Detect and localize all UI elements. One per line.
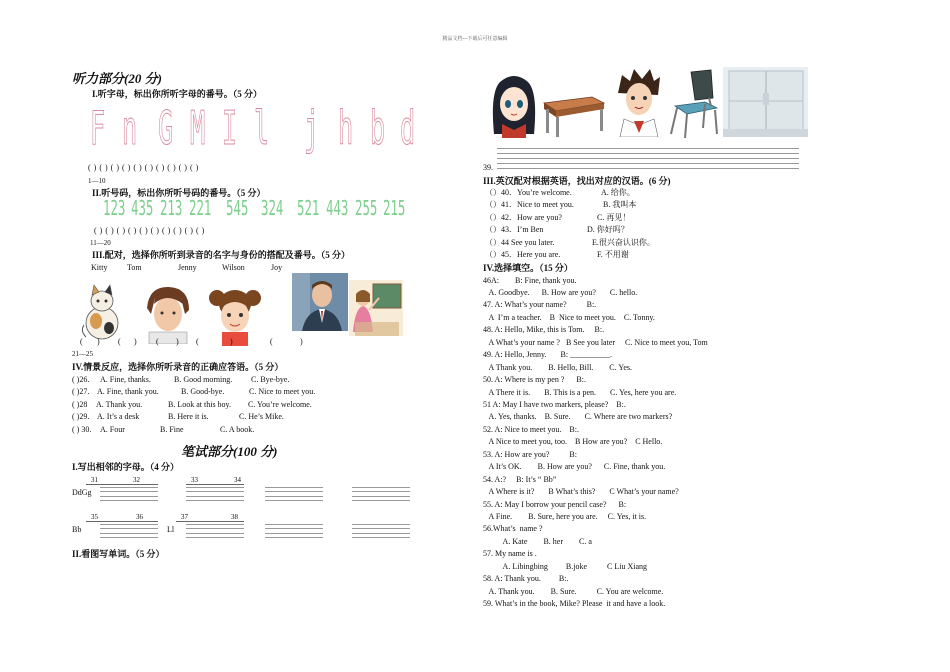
number-item: 435	[131, 196, 154, 220]
choice-options[interactable]: A Nice to meet you, too. B How are you? C Hello.	[483, 437, 663, 446]
number-item: 324	[261, 196, 284, 220]
chair-picture	[665, 68, 721, 138]
option-b: B. Fine	[160, 425, 184, 434]
choice-line: 49. A: Hello, Jenny. B: __________.	[483, 350, 613, 359]
matching-en[interactable]: （）40．You’re welcome.	[485, 188, 572, 197]
part3-bracket[interactable]: (	[196, 337, 199, 346]
option-c: C. He’s Mike.	[239, 412, 284, 421]
part3-bracket[interactable]: (	[118, 337, 121, 346]
choice-line: 51 A: May I have two markers, please? B:.	[483, 400, 626, 409]
part3-bracket: )	[230, 337, 233, 346]
boy-anime-picture	[612, 67, 664, 137]
letters-label-bb: Bb	[72, 525, 82, 534]
item-number[interactable]: ( ) 30.	[72, 425, 92, 434]
letter-item: d	[400, 101, 416, 155]
part3-bracket: )	[97, 337, 100, 346]
option-a: A. Thank you.	[96, 400, 143, 409]
option-c: C. You’re welcome.	[248, 400, 312, 409]
name-tom: Tom	[127, 263, 142, 272]
option-c: C. A book.	[220, 425, 255, 434]
matching-en[interactable]: （）42．How are you?	[485, 213, 562, 222]
choice-line: 47. A: What’s your name? B:.	[483, 300, 597, 309]
cat-picture	[78, 283, 126, 343]
part3-title: III.配对，选择你所听到录音的名字与身份的搭配及番号。（5 分）	[92, 250, 351, 260]
choice-options[interactable]: A. Goodbye. B. How are you? C. hello.	[483, 288, 638, 297]
option-a: A. Fine, thank you.	[97, 387, 159, 396]
q39-label: 39.	[483, 163, 493, 172]
q32-number: 32	[133, 476, 140, 484]
q33-number: 33	[191, 476, 198, 484]
choice-line: 54. A:? B: It’s “ Bb”	[483, 475, 557, 484]
choice-options[interactable]: A. Libingbing B.joke C Liu Xiang	[483, 562, 647, 571]
number-item: 215	[383, 196, 406, 220]
matching-en[interactable]: （）43．I’m Ben	[485, 225, 544, 234]
part2-answer-brackets[interactable]: ( ) ( ) ( ) ( ) ( ) ( ) ( ) ( ) ( ) ( )	[94, 226, 205, 235]
choice-options[interactable]: A. Yes, thanks. B. Sure. C. Where are two markers?	[483, 412, 673, 421]
item-number[interactable]: ( )27.	[72, 387, 90, 396]
choice-options[interactable]: A What’s your name ? B See you later C. Nice to meet you, Tom	[483, 338, 708, 347]
matching-en[interactable]: （）45．Here you are.	[485, 250, 561, 259]
matching-en[interactable]: （）44 See you later.	[485, 238, 555, 247]
name-joy: Joy	[271, 263, 283, 272]
matching-cn: C. 再见！	[597, 213, 631, 222]
name-wilson: Wilson	[222, 263, 245, 272]
girl-anime-picture	[486, 72, 542, 138]
choice-line: 57. My name is .	[483, 549, 537, 558]
choice-options[interactable]: A Thank you. B. Hello, Bill. C. Yes.	[483, 363, 632, 372]
option-c: C. Nice to meet you.	[249, 387, 316, 396]
letter-item: j	[304, 101, 320, 155]
q34-number: 34	[234, 476, 241, 484]
window-picture	[723, 67, 808, 137]
option-b: B. Look at this boy.	[168, 400, 232, 409]
desk-picture	[542, 93, 606, 137]
number-item: 213	[160, 196, 183, 220]
boy-picture	[139, 284, 197, 344]
name-kitty: Kitty	[91, 263, 108, 272]
part3-bracket[interactable]: (	[156, 337, 159, 346]
part2-range: 11—20	[90, 239, 111, 247]
number-item: 123	[103, 196, 126, 220]
matching-cn: A. 给你。	[601, 188, 635, 197]
part3-bracket: )	[176, 337, 179, 346]
choice-line: 55. A: May I borrow your pencil case? B:	[483, 500, 627, 509]
option-c: C. Bye-bye.	[251, 375, 290, 384]
writing-section-title: 笔试部分(100 分)	[181, 444, 278, 459]
page-header: 精品文档---下载后可任意编辑	[442, 37, 508, 42]
part4-title: IV.情景反应，选择你所听录音的正确应答语。（5 分）	[72, 362, 284, 372]
matching-cn: F. 不用谢	[597, 250, 629, 259]
q36-number: 36	[136, 513, 143, 521]
choice-line: 46A: B: Fine, thank you.	[483, 276, 577, 285]
matching-cn: D. 你好吗？	[587, 225, 629, 234]
letter-item: M	[190, 101, 206, 155]
man-picture	[292, 273, 348, 331]
writing-part1-title: I.写出相邻的字母。（4 分）	[72, 462, 180, 472]
choice-options[interactable]: A. Thank you. B. Sure. C. You are welcome.	[483, 587, 664, 596]
option-a: A. It’s a desk	[97, 412, 140, 421]
option-a: A. Four	[100, 425, 125, 434]
letter-item: I	[222, 101, 238, 155]
choice-options[interactable]: A I’m a teacher. B Nice to meet you. C. Tonny.	[483, 313, 655, 322]
choice-options[interactable]: A There it is. B. This is a pen. C. Yes, here you are.	[483, 388, 677, 397]
number-item: 443	[326, 196, 349, 220]
choice-line: 53. A: How are you? B:	[483, 450, 577, 459]
letter-item: l	[254, 101, 270, 155]
item-number[interactable]: ( )26.	[72, 375, 90, 384]
choice-line: 59. What’s in the book, Mike? Please it and have a look.	[483, 599, 666, 608]
name-jenny: Jenny	[178, 263, 197, 272]
matching-cn: E.很兴奋认识你。	[592, 238, 655, 247]
matching-title: III.英汉配对根据英语，找出对应的汉语。(6 分)	[483, 176, 671, 186]
matching-en[interactable]: （）41．Nice to meet you.	[485, 200, 574, 209]
teacher-picture	[349, 280, 403, 336]
number-item: 521	[297, 196, 320, 220]
number-item: 545	[226, 196, 249, 220]
part1-title: I.听字母，标出你所听字母的番号。（5 分）	[92, 89, 263, 99]
choice-line: 52. A: Nice to meet you. B:.	[483, 425, 579, 434]
part3-range: 21—25	[72, 350, 93, 358]
choice-options[interactable]: A Where is it? B What’s this? C What’s your name?	[483, 487, 679, 496]
girl-picture	[206, 284, 264, 346]
number-item: 221	[189, 196, 212, 220]
part2-title: II.听号码，标出你所听号码的番号。（5 分）	[92, 188, 266, 198]
option-b: B. Here it is.	[168, 412, 209, 421]
letters-label-ll: Ll	[167, 525, 175, 534]
choice-line: 58. A: Thank you. B:.	[483, 574, 569, 583]
choice-options[interactable]: A It’s OK. B. How are you? C. Fine, thank you.	[483, 462, 666, 471]
option-b: B. Good-bye.	[181, 387, 225, 396]
item-number[interactable]: ( )29.	[72, 412, 90, 421]
q35-number: 35	[91, 513, 98, 521]
item-number[interactable]: ( )28	[72, 400, 88, 409]
part3-bracket: )	[300, 337, 303, 346]
choice-title: IV.选择填空。（15 分）	[483, 263, 573, 273]
matching-cn: B. 我叫本	[603, 200, 637, 209]
q31-number: 31	[91, 476, 98, 484]
part1-range: 1—10	[88, 177, 106, 185]
number-item: 255	[355, 196, 378, 220]
part1-answer-brackets[interactable]: ( ) ( ) ( ) ( ) ( ) ( ) ( ) ( ) ( ) ( )	[88, 163, 199, 172]
part3-bracket[interactable]: (	[80, 337, 83, 346]
letter-item: G	[158, 101, 174, 155]
q38-number: 38	[231, 513, 238, 521]
part3-bracket[interactable]: (	[270, 337, 273, 346]
option-b: B. Good morning.	[174, 375, 233, 384]
letter-item: h	[338, 101, 354, 155]
choice-options[interactable]: A Fine. B. Sure, here you are. C. Yes, it is.	[483, 512, 647, 521]
option-a: A. Fine, thanks.	[100, 375, 151, 384]
letter-item: b	[370, 101, 386, 155]
choice-line: 48. A: Hello, Mike, this is Tom. B:.	[483, 325, 605, 334]
letters-label-dd-gg: DdGg	[72, 488, 92, 497]
listening-section-title: 听力部分(20 分)	[72, 71, 162, 86]
q37-number: 37	[181, 513, 188, 521]
letter-item: n	[122, 101, 138, 155]
choice-line: 56.What’s name ?	[483, 524, 543, 533]
choice-line: 50. A: Where is my pen ? B:.	[483, 375, 586, 384]
choice-options[interactable]: A. Kate B. her C. a	[483, 537, 592, 546]
writing-part2-title: II.看图写单词。（5 分）	[72, 549, 165, 559]
letter-item: F	[90, 101, 106, 155]
part3-bracket: )	[134, 337, 137, 346]
